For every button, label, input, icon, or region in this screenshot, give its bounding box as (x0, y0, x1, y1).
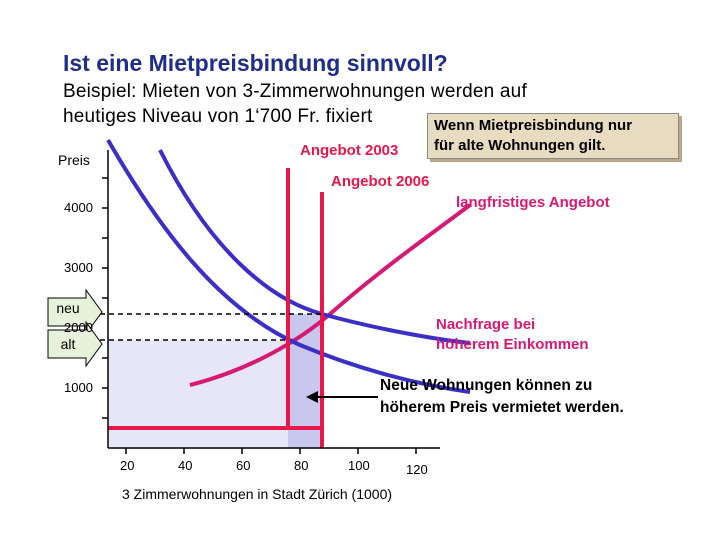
label-langfristiges-angebot: langfristiges Angebot (456, 194, 610, 211)
x-tick-60: 60 (236, 458, 251, 473)
alt-arrow-label: alt (60, 336, 76, 352)
y-tick-2000: 2000 (64, 320, 93, 335)
x-tick-80: 80 (294, 458, 309, 473)
x-tick-40: 40 (178, 458, 193, 473)
callout-line-1: Wenn Mietpreisbindung nur (434, 117, 633, 134)
subtitle-line-2: heutiges Niveau von 1‘700 Fr. fixiert (63, 106, 373, 127)
label-neue-line-2: höherem Preis vermietet werden. (380, 399, 624, 416)
label-neue-wohnungen (380, 375, 624, 419)
shade-area-old (108, 340, 288, 448)
label-neue-line-1: Neue Wohnungen können zu (380, 377, 593, 394)
label-nachfrage-line-1: Nachfrage bei (436, 316, 536, 333)
y-axis-ticks (102, 178, 108, 418)
x-tick-100: 100 (348, 458, 370, 473)
callout-line-2: für alte Wohnungen gilt. (434, 137, 606, 154)
slide-title: Ist eine Mietpreisbindung sinnvoll? (63, 50, 448, 76)
subtitle-line-1: Beispiel: Mieten von 3-Zimmerwohnungen werden auf (63, 81, 527, 102)
neu-arrow-label: neu (56, 300, 80, 316)
label-angebot-2006: Angebot 2006 (331, 173, 430, 190)
x-axis-ticks (126, 448, 416, 454)
label-angebot-2003: Angebot 2003 (300, 142, 399, 159)
x-axis-label: 3 Zimmerwohnungen in Stadt Zürich (1000) (122, 486, 393, 502)
y-tick-3000: 3000 (64, 260, 93, 275)
y-tick-1000: 1000 (64, 380, 93, 395)
x-tick-20: 20 (120, 458, 135, 473)
y-axis-label: Preis (58, 152, 90, 168)
label-nachfrage-line-2: höherem Einkommen (436, 336, 589, 353)
x-tick-120: 120 (406, 462, 428, 477)
label-nachfrage (436, 315, 589, 355)
y-tick-4000: 4000 (64, 200, 93, 215)
